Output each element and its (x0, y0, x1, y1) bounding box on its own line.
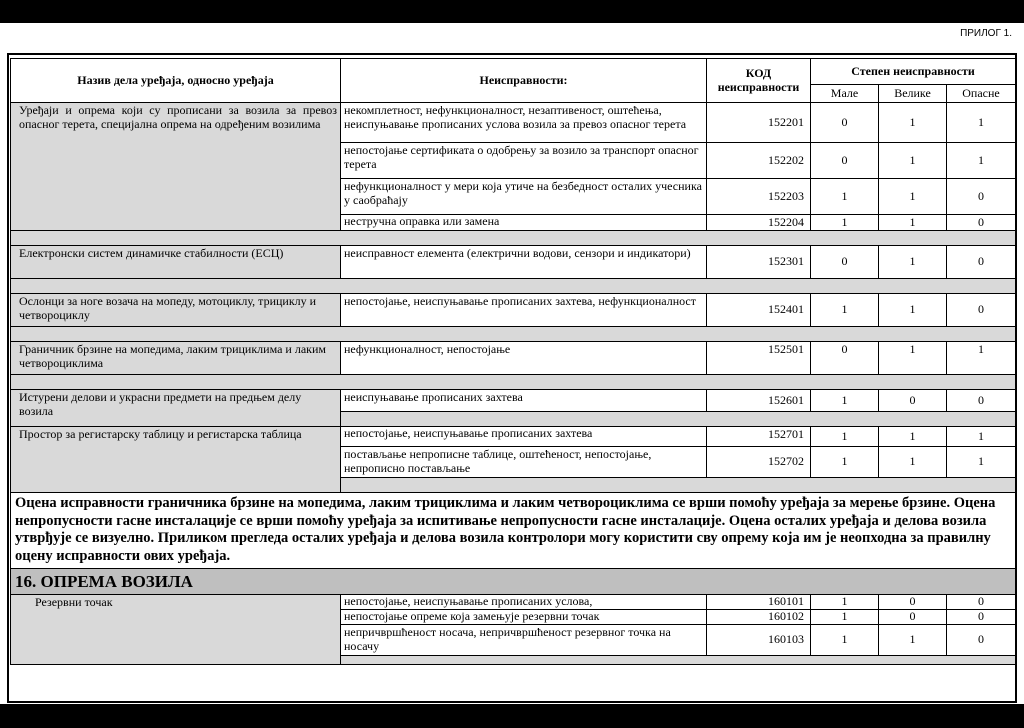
section-title: 16. ОПРЕМА ВОЗИЛА (11, 568, 1016, 595)
degree-dangerous: 0 (947, 595, 1016, 610)
part-name: Ослонци за ноге возача на мопеду, мотоциклу, трициклу и четвороциклу (11, 294, 341, 327)
defect-text: непостојање опреме која замењује резервни точак (341, 610, 707, 625)
degree-minor: 1 (811, 390, 879, 412)
defect-text: непостојање, неиспуњавање прописаних захтева (341, 427, 707, 447)
part-name: Истурени делови и украсни предмети на предњем делу возила (11, 390, 341, 427)
table-row (11, 103, 1016, 143)
degree-major: 1 (879, 342, 947, 375)
defect-text: непричвршћеност носача, непричвршћеност резервног точка на носачу (341, 625, 707, 656)
degree-minor: 1 (811, 625, 879, 656)
table-row (11, 246, 1016, 279)
row-separator (11, 279, 1016, 294)
degree-minor: 1 (811, 215, 879, 231)
degree-major: 0 (879, 390, 947, 412)
degree-minor: 0 (811, 103, 879, 143)
degree-major: 1 (879, 215, 947, 231)
row-separator (11, 327, 1016, 342)
row-separator (11, 231, 1016, 246)
degree-minor: 1 (811, 179, 879, 215)
degree-minor: 1 (811, 610, 879, 625)
header-defects: Неисправности: (341, 59, 707, 103)
degree-dangerous: 0 (947, 294, 1016, 327)
degree-dangerous: 0 (947, 179, 1016, 215)
table-row (11, 342, 1016, 375)
defect-text: непостојање сертификата о одобрењу за возило за транспорт опасног терета (341, 143, 707, 179)
degree-minor: 1 (811, 427, 879, 447)
header-degree: Степен неисправности (811, 59, 1016, 85)
degree-major: 1 (879, 103, 947, 143)
row-separator (11, 375, 1016, 390)
defect-code: 152601 (707, 390, 811, 412)
document-page (0, 23, 1024, 704)
degree-major: 1 (879, 143, 947, 179)
degree-major: 1 (879, 294, 947, 327)
defect-code: 152204 (707, 215, 811, 231)
degree-dangerous: 0 (947, 625, 1016, 656)
degree-major: 1 (879, 179, 947, 215)
header-degree-minor: Мале (811, 85, 879, 103)
defect-text: нефункционалност, непостојање (341, 342, 707, 375)
degree-dangerous: 0 (947, 246, 1016, 279)
degree-dangerous: 0 (947, 610, 1016, 625)
degree-major: 1 (879, 447, 947, 478)
part-name: Електронски систем динамичке стабилности (ЕСЦ) (11, 246, 341, 279)
table-row (11, 294, 1016, 327)
note-row (11, 493, 1016, 569)
defect-code: 160103 (707, 625, 811, 656)
table-row (11, 427, 1016, 447)
degree-major: 0 (879, 595, 947, 610)
degree-dangerous: 1 (947, 427, 1016, 447)
defect-text: непостојање, неиспуњавање прописаних услова, (341, 595, 707, 610)
defect-code: 152501 (707, 342, 811, 375)
header-degree-major: Велике (879, 85, 947, 103)
bottom-black-border (0, 704, 1024, 728)
degree-major: 0 (879, 610, 947, 625)
degree-major: 1 (879, 427, 947, 447)
degree-dangerous: 1 (947, 447, 1016, 478)
table-row (11, 390, 1016, 412)
defect-text: нефункционалност у мери која утиче на безбедност осталих учесника у саобраћају (341, 179, 707, 215)
section-row (11, 568, 1016, 595)
defect-code: 152401 (707, 294, 811, 327)
header-code: КОД неисправности (707, 59, 811, 103)
annex-label: ПРИЛОГ 1. (960, 28, 1012, 39)
part-name: Простор за регистарску таблицу и регистарска таблица (11, 427, 341, 493)
defect-code: 160101 (707, 595, 811, 610)
degree-minor: 1 (811, 447, 879, 478)
defect-text: неиспуњавање прописаних захтева (341, 390, 707, 412)
degree-dangerous: 1 (947, 342, 1016, 375)
header-degree-dangerous: Опасне (947, 85, 1016, 103)
part-name: Резервни точак (11, 595, 341, 665)
top-black-border (0, 0, 1024, 23)
degree-minor: 0 (811, 143, 879, 179)
degree-major: 1 (879, 625, 947, 656)
degree-dangerous: 1 (947, 103, 1016, 143)
defect-text: непостојање, неиспуњавање прописаних захтева, нефункционалност (341, 294, 707, 327)
degree-major: 1 (879, 246, 947, 279)
degree-dangerous: 1 (947, 143, 1016, 179)
header-part-name: Назив дела уређаја, односно уређаја (11, 59, 341, 103)
defect-code: 152702 (707, 447, 811, 478)
defect-code: 152301 (707, 246, 811, 279)
defect-text: некомплетност, нефункционалност, незаптивеност, оштећења, неиспуњавање прописаних услова возила за превоз опасног терета (341, 103, 707, 143)
defect-text: неисправност елемента (електрични водови, сензори и индикатори) (341, 246, 707, 279)
defect-text: нестручна оправка или замена (341, 215, 707, 231)
degree-minor: 1 (811, 595, 879, 610)
defect-code: 152202 (707, 143, 811, 179)
degree-dangerous: 0 (947, 390, 1016, 412)
table-row (11, 595, 1016, 610)
defect-text: постављање непрописне таблице, оштећеност, непостојање, непрописно постављање (341, 447, 707, 478)
defect-code: 152201 (707, 103, 811, 143)
inspection-note: Оцена исправности граничника брзине на мопедима, лаким трициклима и лаким четвороциклима се врши помоћу уређаја за мерење брзине. Оцена непропусности гасне инсталације се врши помоћу уређаја за испитивање непропусности гасне инсталације. Оцена осталих уређаја и делова возила утврђује се визуелно. Приликом прегледа осталих уређаја и делова возила контролори могу користити сву опрему која им је неопходна за правилну оцену исправности ових уређаја. (11, 493, 1016, 569)
defect-code: 160102 (707, 610, 811, 625)
part-name: Уређаји и опрема који су прописани за возила за превоз опасног терета, специјална опрема на одређеним возилима (11, 103, 341, 231)
degree-minor: 0 (811, 342, 879, 375)
degree-dangerous: 0 (947, 215, 1016, 231)
degree-minor: 1 (811, 294, 879, 327)
defects-table (10, 58, 1016, 665)
degree-minor: 0 (811, 246, 879, 279)
defect-code: 152203 (707, 179, 811, 215)
part-name: Граничник брзине на мопедима, лаким трициклима и лаким четвороциклима (11, 342, 341, 375)
defect-code: 152701 (707, 427, 811, 447)
